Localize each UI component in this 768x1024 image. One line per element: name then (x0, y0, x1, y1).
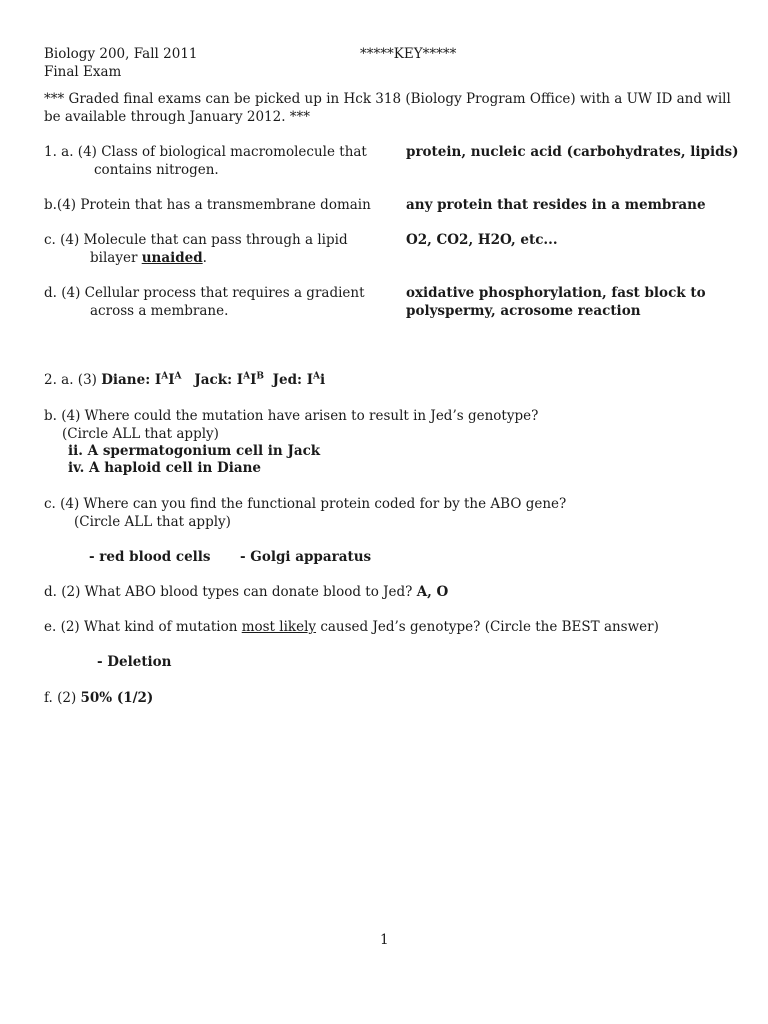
q1c-answer: O2, CO2, H2O, etc... (406, 232, 558, 248)
q1a-answer: protein, nucleic acid (carbohydrates, lipids) (406, 144, 739, 160)
notice-line-2: be available through January 2012. *** (44, 109, 311, 125)
q1d-answer-line-1: oxidative phosphorylation, fast block to (406, 285, 706, 301)
q2b-answer-2: iv. A haploid cell in Diane (68, 460, 261, 476)
q2a-jed-genotype: Jed: $I^Ai$ (272, 371, 326, 388)
q1c-prompt-line-2 (90, 249, 207, 267)
exam-title: Final Exam (44, 64, 122, 80)
q2e-emphasis-most-likely: most likely (241, 619, 317, 635)
q1b-answer: any protein that resides in a membrane (406, 197, 706, 213)
page-number: 1 (380, 932, 389, 948)
q2d-prompt: d. (2) What ABO blood types can donate blood to Jed? (44, 584, 417, 600)
q1c-prompt-line-1: c. (4) Molecule that can pass through a lipid (44, 232, 348, 248)
q2c-answer-1: - red blood cells (89, 549, 211, 565)
q2f-prompt: f. (2) (44, 690, 81, 706)
q1c-prompt-period: . (202, 250, 207, 266)
q1d-prompt-line-2: across a membrane. (90, 303, 229, 319)
q2c-prompt: c. (4) Where can you find the functional protein coded for by the ABO gene? (44, 496, 567, 512)
q2a-prefix: 2. a. (3) (44, 372, 102, 388)
q2b-answer-1: ii. A spermatogonium cell in Jack (68, 443, 321, 459)
q2f-line (44, 689, 153, 707)
q1c-emphasis-unaided: unaided (141, 250, 203, 266)
q1a-prompt-line-1: 1. a. (4) Class of biological macromolecule that (44, 144, 367, 160)
q2d-line (44, 583, 448, 601)
q1b-prompt: b.(4) Protein that has a transmembrane domain (44, 197, 371, 213)
q2e-answer: - Deletion (97, 654, 172, 670)
q2b-instruction: (Circle ALL that apply) (62, 426, 219, 442)
q1d-answer-line-2: polyspermy, acrosome reaction (406, 303, 641, 319)
notice-line-1: *** Graded final exams can be picked up in Hck 318 (Biology Program Office) with a UW ID and will (44, 91, 731, 107)
q2f-answer: 50% (1/2) (80, 690, 154, 706)
course-title: Biology 200, Fall 2011 (44, 46, 198, 62)
q2c-instruction: (Circle ALL that apply) (74, 514, 231, 530)
q2a-diane-genotype: Diane: $I^AI^A$ (101, 371, 182, 388)
q1d-prompt-line-1: d. (4) Cellular process that requires a gradient (44, 285, 365, 301)
q2a-line (44, 371, 325, 389)
q2e-prompt: e. (2) What kind of mutation most likely caused Jed’s genotype? (Circle the BEST answer) (44, 619, 659, 635)
q2a-jack-genotype: Jack: $I^AI^B$ (194, 371, 265, 388)
answer-key-label: *****KEY***** (360, 46, 457, 62)
q2d-answer: A, O (416, 584, 449, 600)
q1a-prompt-line-2: contains nitrogen. (94, 162, 219, 178)
q1c-prompt-text: bilayer (90, 250, 142, 266)
q2c-answer-2: - Golgi apparatus (240, 549, 372, 565)
q2b-prompt: b. (4) Where could the mutation have arisen to result in Jed’s genotype? (44, 408, 539, 424)
